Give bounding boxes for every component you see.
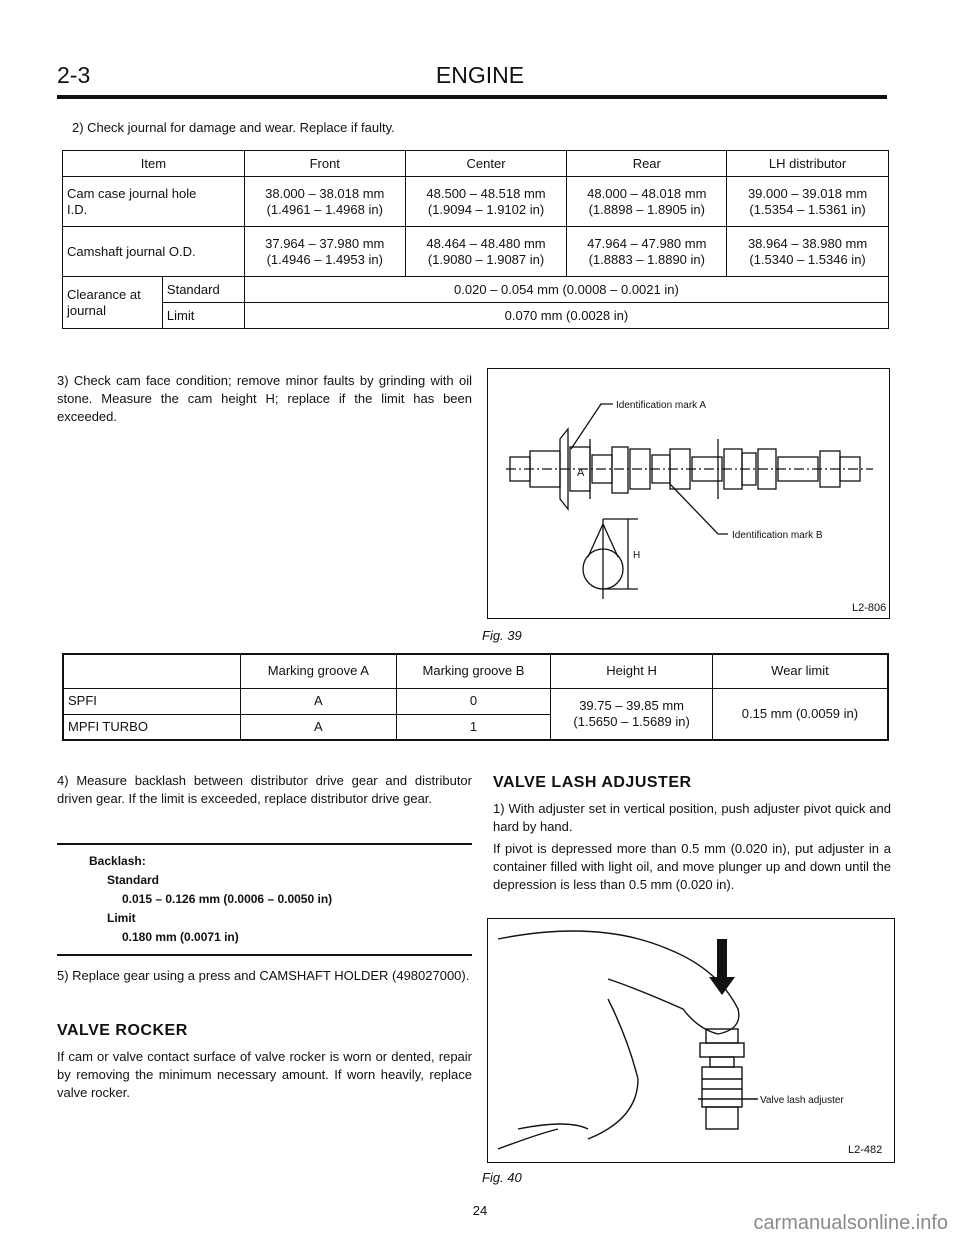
height-value: 39.75 – 39.85 mm (1.5650 – 1.5689 in) [551,688,713,740]
press-arrow-icon [709,939,735,995]
groove-b-value: 0 [396,688,551,714]
cell-front: 38.000 – 38.018 mm (1.4961 – 1.4968 in) [244,177,405,227]
page-number: 24 [472,1203,488,1218]
header-item: Item [63,151,245,177]
header-rear: Rear [567,151,727,177]
backlash-bottom-rule [57,954,472,956]
limit-value: 0.070 mm (0.0028 in) [244,303,888,329]
table-header-row [63,151,889,177]
height-h-label: H [633,550,641,561]
cell-lh: 38.964 – 38.980 mm (1.5340 – 1.5346 in) [727,227,889,277]
groove-b-value: 1 [396,714,551,740]
table-row [63,227,889,277]
cell-rear: 47.964 – 47.980 mm (1.8883 – 1.8890 in) [567,227,727,277]
figure-40-valve-lash [487,918,895,1163]
figure-39-camshaft [487,368,890,619]
backlash-standard-value: 0.015 – 0.126 mm (0.0006 – 0.0050 in) [122,892,333,906]
valve-rocker-text: If cam or valve contact surface of valve rocker is worn or dented, repair by removing the minimum necessary amount. If worn heavily, replace valve rocker. [57,1049,472,1100]
groove-a-label: A [577,467,585,479]
step-5-text: 5) Replace gear using a press and CAMSHAFT HOLDER (498027000). [57,968,470,983]
identification-mark-b-label: Identification mark B [732,530,823,541]
page-code: 2-3 [57,62,91,88]
table-row [63,688,888,714]
figure-code: L2-482 [848,1144,883,1156]
table-header-row [63,654,888,688]
standard-label: Standard [162,277,244,303]
step-2-text: 2) Check journal for damage and wear. Replace if faulty. [72,120,395,135]
identification-mark-a-label: Identification mark A [616,400,707,411]
cell-center: 48.500 – 48.518 mm (1.9094 – 1.9102 in) [405,177,567,227]
row-label: Cam case journal hole I.D. [63,177,245,227]
camshaft-diagram [488,369,889,618]
row-label: Camshaft journal O.D. [63,227,245,277]
header-height-h: Height H [551,654,713,688]
standard-value: 0.020 – 0.054 mm (0.0008 – 0.0021 in) [244,277,888,303]
backlash-top-rule [57,843,472,845]
backlash-standard-label: Standard [107,873,160,887]
valve-lash-adjuster-diagram [488,919,894,1162]
header-center: Center [405,151,567,177]
figure-39-caption: Fig. 39 [482,628,522,643]
valve-lash-step-1b: If pivot is depressed more than 0.5 mm (0.020 in), put adjuster in a container filled with light oil, and move plunger up and down until the depression is less than 0.5 mm (0.020 in). [493,841,891,892]
wear-limit-value: 0.15 mm (0.0059 in) [712,688,888,740]
backlash-limit-value: 0.180 mm (0.0071 in) [122,930,239,944]
section-title: ENGINE [435,62,525,88]
valve-lash-step-1: 1) With adjuster set in vertical position, push adjuster pivot quick and hard by hand. [493,801,891,834]
backlash-limit-label: Limit [107,911,136,925]
row-label: Clearance at journal [63,277,163,329]
header-lh-distributor: LH distributor [727,151,889,177]
groove-a-value: A [241,714,397,740]
header-wear-limit: Wear limit [712,654,888,688]
header-empty [63,654,241,688]
step-3-text: 3) Check cam face condition; remove minor faults by grinding with oil stone. Measure the cam height H; replace if the limit has been exceeded. [57,373,472,424]
engine-type: SPFI [63,688,241,714]
step-4-text: 4) Measure backlash between distributor drive gear and distributor driven gear. If the limit is exceeded, replace distributor drive gear. [57,773,472,806]
journal-spec-table [62,150,889,329]
figure-40-caption: Fig. 40 [482,1170,522,1185]
header-groove-b: Marking groove B [396,654,551,688]
header-groove-a: Marking groove A [241,654,397,688]
valve-lash-adjuster-heading: VALVE LASH ADJUSTER [493,774,692,791]
header-front: Front [244,151,405,177]
header-rule [57,95,887,99]
table-row [63,303,889,329]
figure-code: L2-806 [852,602,887,614]
cell-front: 37.964 – 37.980 mm (1.4946 – 1.4953 in) [244,227,405,277]
table-row [63,177,889,227]
engine-type: MPFI TURBO [63,714,241,740]
backlash-title: Backlash: [89,854,146,868]
table-row [63,277,889,303]
marking-groove-table [62,653,889,741]
cell-center: 48.464 – 48.480 mm (1.9080 – 1.9087 in) [405,227,567,277]
cell-lh: 39.000 – 39.018 mm (1.5354 – 1.5361 in) [727,177,889,227]
limit-label: Limit [162,303,244,329]
groove-a-value: A [241,688,397,714]
valve-lash-adjuster-label: Valve lash adjuster [760,1095,844,1106]
cell-rear: 48.000 – 48.018 mm (1.8898 – 1.8905 in) [567,177,727,227]
valve-rocker-heading: VALVE ROCKER [57,1022,188,1039]
watermark-link[interactable]: carmanualsonline.info [753,1212,948,1234]
